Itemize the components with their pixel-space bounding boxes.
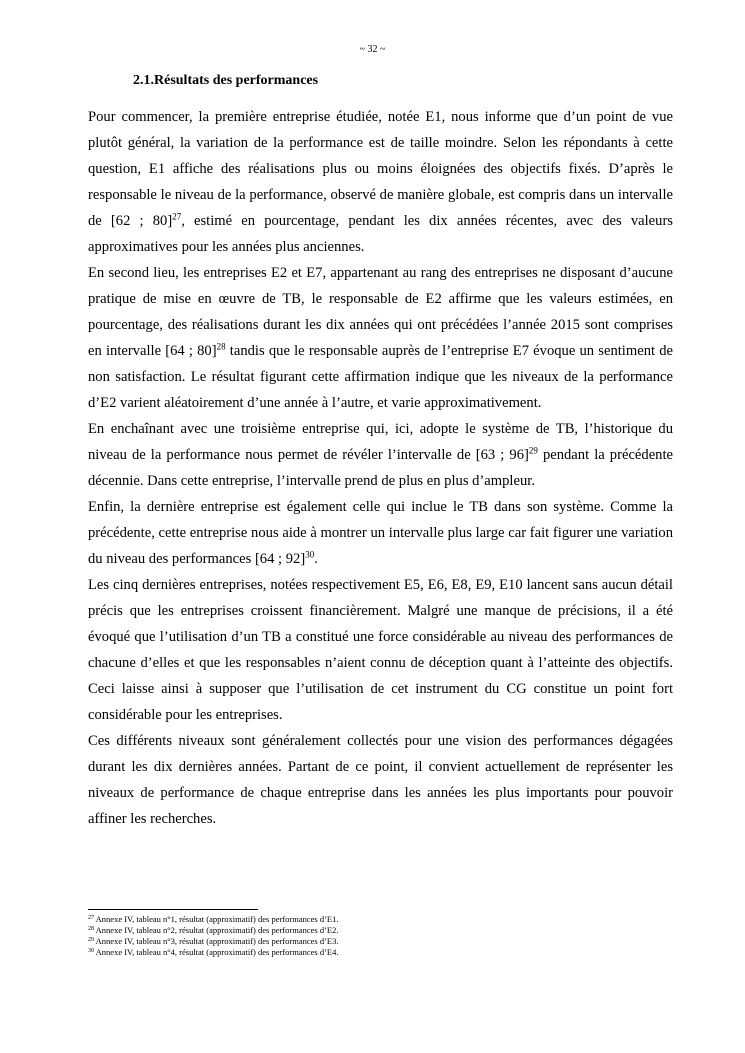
- footnote: $^{27}$ Annexe IV, tableau n°1, résultat (approximatif) des performances d’E1.: [88, 914, 339, 924]
- footnote: $^{29}$ Annexe IV, tableau n°3, résultat (approximatif) des performances d’E3.: [88, 936, 339, 946]
- footnotes: [88, 914, 688, 958]
- paragraph-e2-e7: En second lieu, les entreprises E2 et E7, appartenant au rang des entreprises ne disposant d’aucune pratique de mise en œuvre de TB, le responsable de E2 affirme que les valeurs estimées, en pourcentage, des réalisations durant les dix années qui ont précédées l’année 2015 sont comprises en intervalle [64 ; 80]$^{28}$ tandis que le responsable auprès de l’entreprise E7 évoque un sentiment de non satisfaction. Le résultat figurant cette affirmation indique que les niveaux de la performance d’E2 varient aléatoirement d’une année à l’autre, et varie approximativement.: [88, 265, 674, 411]
- footnote: $^{28}$ Annexe IV, tableau n°2, résultat (approximatif) des performances d’E2.: [88, 925, 339, 935]
- body-text: [88, 104, 673, 832]
- footnote-ref: 30: [305, 549, 315, 560]
- paragraph-conclusion: Ces différents niveaux sont généralement collectés pour une vision des performances dégagées durant les dix dernières années. Partant de ce point, il convient actuellement de représenter les niveaux de performance de chaque entreprise dans les années les plus importants pour pouvoir affiner les recherches.: [88, 733, 673, 827]
- paragraph-e4: Enfin, la dernière entreprise est également celle qui inclue le TB dans son système. Comme la précédente, cette entreprise nous aide à montrer un intervalle plus large car fait figurer une variation du niveau des performances [64 ; 92]$^{30}$.: [88, 499, 673, 567]
- paragraph-e3: En enchaînant avec une troisième entreprise qui, ici, adopte le système de TB, l’historique du niveau de la performance nous permet de révéler l’intervalle de [63 ; 96]$^{29}$ pendant la précédente décennie. Dans cette entreprise, l’intervalle prend de plus en plus d’ampleur.: [88, 421, 673, 489]
- footnote-ref: 29: [528, 445, 538, 456]
- paragraph-other-companies: Les cinq dernières entreprises, notées respectivement E5, E6, E8, E9, E10 lancent sans aucun détail précis que les entreprises croissent financièrement. Malgré une manque de précisions, il a été évoqué que l’utilisation d’un TB a constitué une force considérable au niveau des performances de chacune d’elles et que les responsables n’aient connu de déception quant à l’atteinte des objectifs. Ceci laisse ainsi à supposer que l’utilisation de cet instrument du CG constitue un point fort considérable pour les entreprises.: [88, 577, 673, 723]
- paragraph-e1: Pour commencer, la première entreprise étudiée, notée E1, nous informe que d’un point de vue plutôt général, la variation de la performance est de taille moindre. Selon les répondants à cette question, E1 affiche des réalisations plus ou moins éloignées des objectifs fixés. D’après le responsable le niveau de la performance, observé de manière globale, est compris dans un intervalle de [62 ; 80]$^{27}$, estimé en pourcentage, pendant les dix années récentes, avec des valeurs approximatives pour les années plus anciennes.: [88, 109, 673, 255]
- footnote-ref: 27: [172, 211, 182, 222]
- footnote-ref: 28: [216, 341, 226, 352]
- footnote-divider: [88, 909, 258, 910]
- page-number: ~ 32 ~: [359, 44, 386, 55]
- section-heading: 2.1.Résultats des performances: [133, 73, 319, 88]
- footnote: $^{30}$ Annexe IV, tableau n°4, résultat (approximatif) des performances d’E4.: [88, 947, 339, 957]
